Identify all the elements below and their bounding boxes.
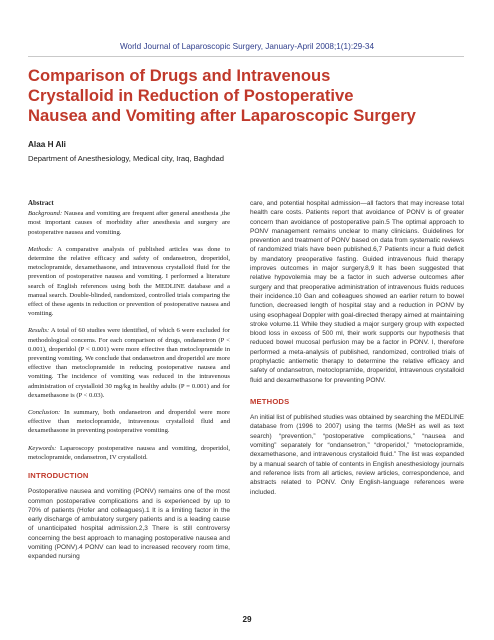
abstract-methods <box>28 245 230 319</box>
introduction-heading: INTRODUCTION <box>28 471 89 481</box>
introduction-text: Postoperative nausea and vomiting (PONV) remains one of the most common postoperative complications and is experienced by up to 70% of patients (Hofer and colleagues).1 It is a limiting factor in the early discharge of ambulatory surgery patients and is a leading cause of unanticipated hospital admission.2,3 There is still controversy concerning the best approach to managing postoperative nausea and vomiting (PONV).4 PONV can lead to increased recovery room time, expanded nursing <box>28 488 230 561</box>
author-affiliation: Department of Anesthesiology, Medical city, Iraq, Baghdad <box>28 154 224 163</box>
background-label: Background: <box>28 210 63 218</box>
methods-heading: METHODS <box>250 396 290 406</box>
results-label: Results: <box>28 327 50 335</box>
methods-text: A comparative analysis of published articles was done to determine the relative efficacy and safety of ondansetron, droperidol, metoclopramide, dexamethasone, and intravenous crystalloid fluid for the prevention of postoperative nausea and vomiting. I performed a literature search of English references using both the MEDLINE database and a manual search. Double-blinded, randomized, controlled trials comparing the effect of these agents in reduction or prevention of postoperative nausea and vomiting. <box>28 245 230 318</box>
conclusion-text: In summary, both ondansetron and droperidol were more effective than metoclopramide, intravenous crystalloid fluid and dexamethasone in preventing postoperative vomiting. <box>28 409 230 435</box>
conclusion-label: Conclusion: <box>28 409 61 417</box>
title-line-3: Nausea and Vomiting after Laparoscopic Surgery <box>28 106 416 125</box>
keywords-text: Laparoscopy postoperative nausea and vomiting, droperidol, metoclopramide, ondansetron, IV crystalloid. <box>28 444 230 461</box>
journal-header: World Journal of Laparoscopic Surgery, January-April 2008;1(1):29-34 <box>119 42 375 51</box>
abstract-keywords <box>28 444 230 462</box>
abstract-heading: Abstract <box>28 200 54 207</box>
keywords-label: Keywords: <box>28 444 57 452</box>
page-number: 29 <box>242 615 252 624</box>
abstract-background <box>28 209 230 237</box>
methods-text: An initial list of published studies was obtained by searching the MEDLINE database from (1996 to 2007) using the terms (MeSH as well as text search) “prevention,” “postoperative complications,” “nausea and vomiting” separately for “ondansetron,” “droperidol,” “metoclopramide, dexamethasone, and intravenous crystalloid fluid.” The list was expanded by a manual search of table of contents in English anesthesiology journals and reference lists from all articles, review articles, correspondence, and abstracts related to PONV. Only English-language references were included. <box>250 414 464 496</box>
title-line-2: Crystalloid in Reduction of Postoperative <box>28 86 354 105</box>
results-text: A total of 60 studies were identified, of which 6 were excluded for methodological concerns. For each comparison of drugs, ondansetron (P < 0.001), droperidol (P < 0.001) were more effective than metoclopramide in preventing vomiting. We conclude that ondansetron and droperidol are more effective than metoclopramide in reducing postoperative nausea and vomiting. The incidence of vomiting was reduced in the intravenous administration of crystalloid 30 mg/kg in healthy adults (P = 0.001) and for dexamethasone is (P < 0.03). <box>28 327 230 399</box>
author-name: Alaa H Ali <box>28 140 66 149</box>
article-title <box>28 66 468 126</box>
title-line-1: Comparison of Drugs and Intravenous <box>28 66 331 85</box>
header-divider <box>28 56 464 57</box>
abstract-results <box>28 326 230 400</box>
background-text: Nausea and vomiting are frequent after general anesthesia ,the most important causes of morbidity after anesthesia and surgery are postoperative nausea and vomiting. <box>28 210 230 236</box>
abstract-conclusion <box>28 408 230 436</box>
right-column <box>250 199 464 497</box>
introduction-continuation: care, and potential hospital admission—all factors that may increase total health care costs. Patients report that avoidance of PONV is of greater concern than avoidance of postoperative pain.5 The optimal approach to PONV management remains unclear to many clinicians. Guidelines for prevention and treatment of PONV based on data from systematic reviews of randomized trials have been published.6,7 Patients incur a fluid deficit by mandatory preoperative fasting. Guided intravenous fluid therapy improves outcomes in major surgery.8,9 It has been suggested that relative hypovolemia may be a factor in such adverse outcomes after surgery and that preoperative administration of intravenous fluids reduces their incidence.10 Gan and colleagues showed an earlier return to bowel function, decreased length of hospital stay and a reduction in PONV by using esophageal Doppler with goal-directed therapy aimed at maintaining stroke volume.11 While they studied a major surgery group with expected blood loss in excess of 500 ml, their work supports our hypothesis that reduced bowel mucosal perfusion may be a factor in PONV. I, therefore performed a meta-analysis of published, randomized, controlled trials of prophylactic antiemetic therapy to determine the relative efficacy and safety of ondansetron, metoclopramide, droperidol, intravenous crystalloid fluid and dexamethasone for preventing PONV. <box>250 200 464 384</box>
methods-label: Methods: <box>28 245 53 253</box>
left-column <box>28 199 230 562</box>
